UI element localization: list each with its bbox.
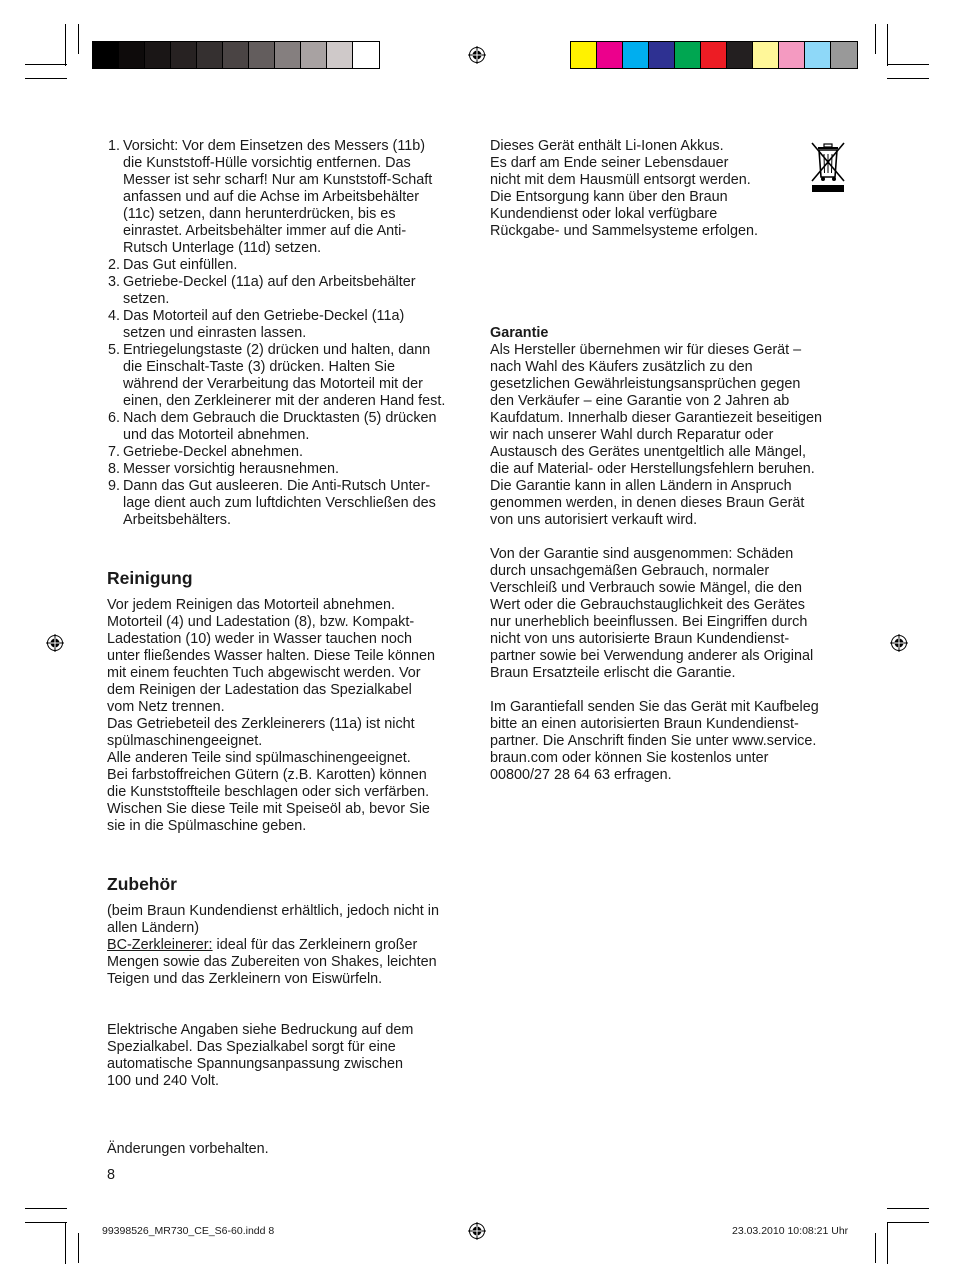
color-swatch [197,42,223,68]
step-line: Dann das Gut ausleeren. Die Anti-Rutsch Unter- [123,478,431,494]
text-line: Mengen sowie das Zubereiten von Shakes, leichten [107,954,437,970]
step-line: Entriegelungstaste (2) drücken und halten, dann [123,342,431,358]
color-swatch [753,42,779,68]
text-line: durch unsachgemäßen Gebrauch, normaler [490,563,770,579]
text-line: Wischen Sie diese Teile mit Speiseöl ab, bevor Sie [107,801,430,817]
step-line: setzen und einrasten lassen. [123,325,307,341]
step-item [107,274,477,308]
step-item [107,257,477,274]
text-line: Braun Ersatzteile erlischt die Garantie. [490,665,736,681]
color-swatch [623,42,649,68]
color-swatch [727,42,753,68]
akku-text [490,138,800,240]
step-line: Nach dem Gebrauch die Drucktasten (5) drücken [123,410,437,426]
color-swatch [675,42,701,68]
color-swatch [223,42,249,68]
text-line: vom Netz trennen. [107,699,225,715]
text-line: dem Reinigen der Ladestation das Spezialkabel [107,682,412,698]
text-line: braun.com oder können Sie kostenlos unter [490,750,769,766]
text-line: Das Getriebeteil des Zerkleinerers (11a) ist nicht [107,716,415,732]
step-line: Messer ist sehr scharf! Nur am Kunststoff-Schaft [123,172,433,188]
step-line: einen, den Zerkleinerer mit der anderen Hand fest. [123,393,446,409]
garantie-section [490,325,860,784]
step-line: Rutsch Unterlage (11d) setzen. [123,240,322,256]
text-line: Wert oder die Gebrauchstauglichkeit des Gerätes [490,597,805,613]
text-line: nur unerheblich beeinflussen. Bei Eingriffen durch [490,614,808,630]
step-number: 3. [107,274,120,290]
text-line: bitte an einen autorisierten Braun Kundendienst- [490,716,799,732]
footer-file: 99398526_MR730_CE_S6-60.indd 8 [102,1225,275,1237]
text-line: mit einem feuchten Tuch abgewischt werden. Vor [107,665,421,681]
step-number: 2. [107,257,120,273]
reinigung-title: Reinigung [107,568,193,588]
text-line: Rückgabe- und Sammelsysteme erfolgen. [490,223,758,239]
step-line: Vorsicht: Vor dem Einsetzen des Messers (11b) [123,138,426,154]
page-number: 8 [107,1167,116,1183]
text-line: Elektrische Angaben siehe Bedruckung auf dem [107,1022,414,1038]
text-line: Dieses Gerät enthält Li-Ionen Akkus. [490,138,724,154]
registration-mark-icon [468,46,486,64]
step-line: anfassen und auf die Achse im Arbeitsbehälter [123,189,419,205]
bc-line [107,937,477,954]
step-line: und das Motorteil abnehmen. [123,427,310,443]
text-line: Die Garantie kann in allen Ländern in Anspruch [490,478,792,494]
registration-mark-icon [46,634,64,652]
step-line: Das Gut einfüllen. [123,257,238,273]
text-line: Es darf am Ende seiner Lebensdauer [490,155,729,171]
step-line: (11c) setzen, dann herunterdrücken, bis es [123,206,396,222]
color-swatch [701,42,727,68]
crossed-bin-icon [810,141,846,193]
text-line: partner sowie bei Verwendung anderer als Original [490,648,814,664]
text-line: nicht mit dem Hausmüll entsorgt werden. [490,172,751,188]
zubehoer-text [107,903,477,937]
text-line: wir nach unserer Wahl durch Reparatur oder [490,427,774,443]
assembly-steps [107,138,477,529]
text-line: Teigen und das Zerkleinern von Eiswürfeln. [107,971,383,987]
garantiefall-text [490,699,860,784]
text-line: die Kunststoffteile beschlagen oder sich verfärben. [107,784,430,800]
bc-text [107,954,477,988]
text-line: Kundendienst oder lokal verfügbare [490,206,718,222]
ausgenommen-text [490,546,860,682]
step-item [107,342,477,410]
color-swatch [249,42,275,68]
text-line: Im Garantiefall senden Sie das Gerät mit Kaufbeleg [490,699,819,715]
step-item [107,308,477,342]
step-line: Das Motorteil auf den Getriebe-Deckel (11a) [123,308,405,324]
step-line: Getriebe-Deckel (11a) auf den Arbeitsbehälter [123,274,416,290]
step-line: Messer vorsichtig herausnehmen. [123,461,339,477]
color-swatch [275,42,301,68]
garantie-text [490,342,860,529]
text-line: Bei farbstoffreichen Gütern (z.B. Karotten) können [107,767,427,783]
registration-mark-icon [890,634,908,652]
step-number: 7. [107,444,120,460]
text-line: Vor jedem Reinigen das Motorteil abnehmen. [107,597,395,613]
color-bar-process [570,41,858,69]
step-line: setzen. [123,291,170,307]
step-item [107,410,477,444]
footer-date: 23.03.2010 10:08:21 Uhr [732,1225,849,1237]
text-line: von uns autorisiert verkauft wird. [490,512,698,528]
text-line: Motorteil (4) und Ladestation (8), bzw. Kompakt- [107,614,415,630]
step-number: 8. [107,461,120,477]
text-line: allen Ländern) [107,920,200,936]
color-swatch [571,42,597,68]
aenderungen-text: Änderungen vorbehalten. [107,1141,269,1157]
text-line: Verschleiß und Verbrauch sowie Mängel, die den [490,580,802,596]
text-line: 00800/27 28 64 63 erfragen. [490,767,672,783]
zubehoer-section [107,874,477,988]
color-swatch [119,42,145,68]
step-number: 6. [107,410,120,426]
color-swatch [327,42,353,68]
step-line: Arbeitsbehälters. [123,512,231,528]
color-swatch [831,42,857,68]
bc-rest: ideal für das Zerkleinern großer [212,937,418,953]
text-line: Alle anderen Teile sind spülmaschinengeeignet. [107,750,411,766]
step-line: während der Verarbeitung das Motorteil mit der [123,376,423,392]
text-line: partner. Die Anschrift finden Sie unter www.service. [490,733,817,749]
color-swatch [171,42,197,68]
garantie-title: Garantie [490,325,549,341]
step-item [107,444,477,461]
text-line: Ladestation (10) weder in Wasser tauchen noch [107,631,413,647]
color-bar-grayscale [92,41,380,69]
step-item [107,461,477,478]
step-number: 5. [107,342,120,358]
color-swatch [145,42,171,68]
step-number: 4. [107,308,120,324]
step-item [107,478,477,529]
color-swatch [649,42,675,68]
color-swatch [597,42,623,68]
text-line: Austausch des Gerätes unentgeltlich alle Mängel, [490,444,806,460]
text-line: nicht von uns autorisierte Braun Kundendienst- [490,631,790,647]
step-line: einrastet. Arbeitsbehälter immer auf die Anti- [123,223,407,239]
text-line: gesetzlichen Gewährleistungsansprüchen gegen [490,376,801,392]
reinigung-section [107,568,477,835]
text-line: Von der Garantie sind ausgenommen: Schäden [490,546,794,562]
color-swatch [93,42,119,68]
step-line: lage dient auch zum luftdichten Verschließen des [123,495,436,511]
zubehoer-title: Zubehör [107,874,177,894]
text-line: unter fließendes Wasser halten. Diese Teile können [107,648,435,664]
text-line: 100 und 240 Volt. [107,1073,220,1089]
text-line: genommen werden, in denen dieses Braun Gerät [490,495,805,511]
step-number: 1. [107,138,120,154]
text-line: automatische Spannungsanpassung zwischen [107,1056,404,1072]
step-line: die Einschalt-Taste (3) drücken. Halten Sie [123,359,395,375]
step-number: 9. [107,478,120,494]
reinigung-text [107,597,477,835]
color-swatch [805,42,831,68]
registration-mark-icon [468,1222,486,1240]
color-swatch [779,42,805,68]
text-line: den Verkäufer – eine Garantie von 2 Jahren ab [490,393,790,409]
text-line: Die Entsorgung kann über den Braun [490,189,728,205]
text-line: spülmaschinengeeignet. [107,733,263,749]
color-swatch [353,42,379,68]
bc-label: BC-Zerkleinerer: [107,937,213,953]
step-item [107,138,477,257]
text-line: sie in die Spülmaschine geben. [107,818,307,834]
text-line: Als Hersteller übernehmen wir für dieses Gerät – [490,342,802,358]
text-line: nach Wahl des Käufers zusätzlich zu den [490,359,753,375]
step-line: die Kunststoff-Hülle vorsichtig entfernen. Das [123,155,411,171]
step-line: Getriebe-Deckel abnehmen. [123,444,303,460]
text-line: Spezialkabel. Das Spezialkabel sorgt für eine [107,1039,396,1055]
text-line: die auf Material- oder Herstellungsfehlern beruhen. [490,461,815,477]
text-line: (beim Braun Kundendienst erhältlich, jedoch nicht in [107,903,439,919]
color-swatch [301,42,327,68]
text-line: Kaufdatum. Innerhalb dieser Garantiezeit beseitigen [490,410,822,426]
elektro-text [107,1022,477,1090]
